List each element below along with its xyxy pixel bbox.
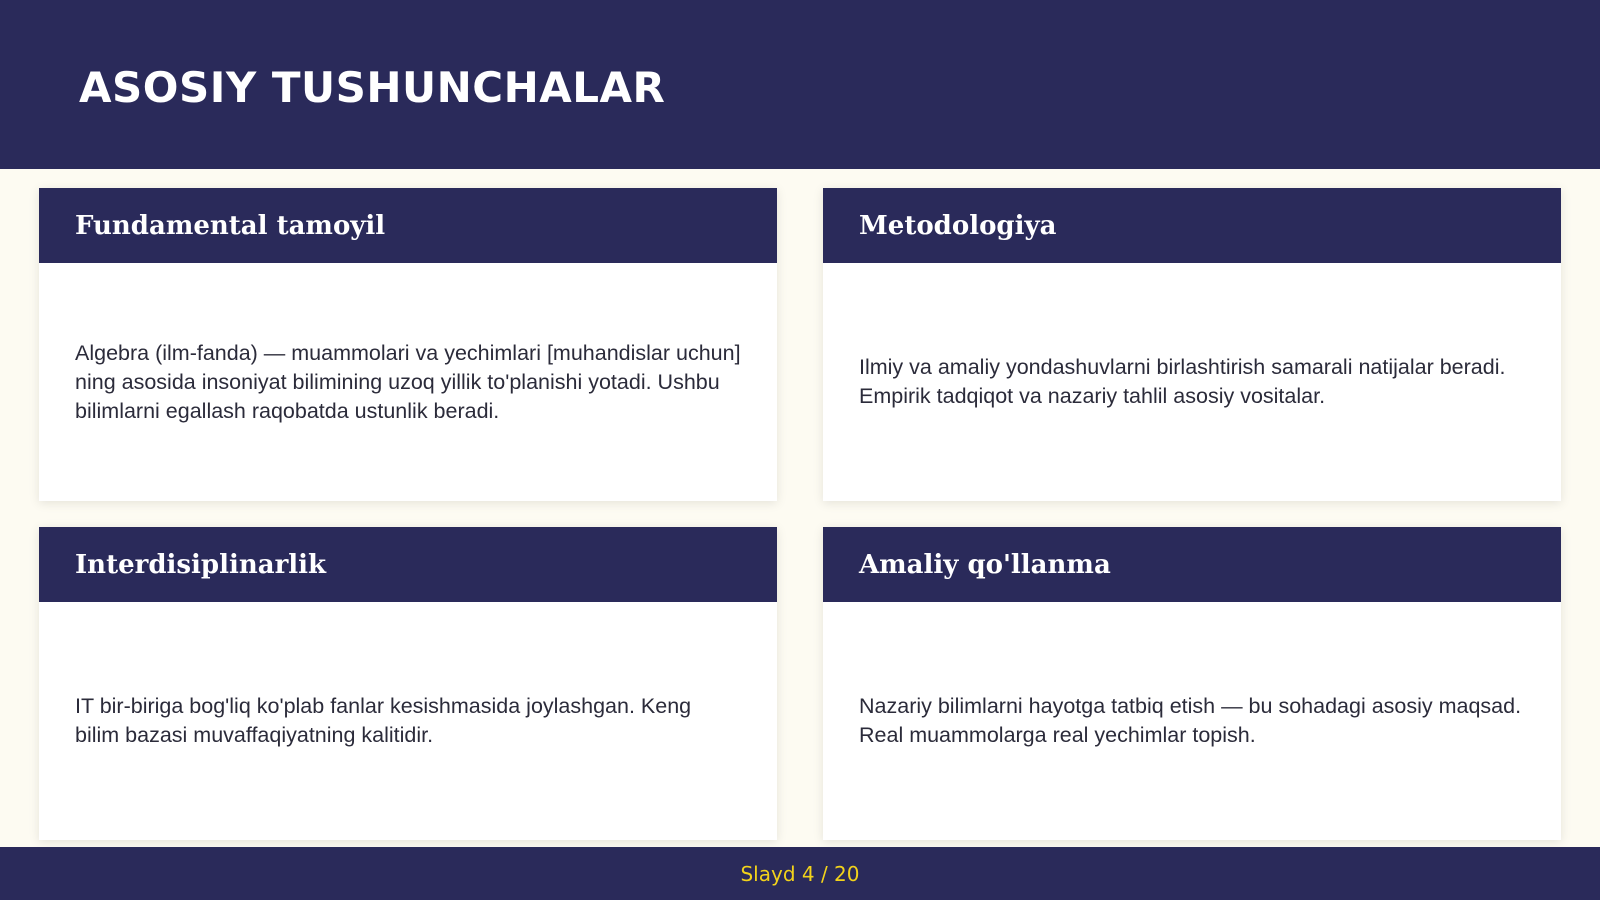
- card-header: [823, 188, 1561, 263]
- card-title: Interdisiplinarlik: [75, 549, 327, 580]
- card-body: [39, 602, 777, 840]
- slide-title: ASOSIY TUSHUNCHALAR: [79, 63, 666, 112]
- card-title: Fundamental tamoyil: [75, 210, 386, 241]
- card-header: [39, 188, 777, 263]
- slide-header: [0, 0, 1600, 169]
- card-text: Ilmiy va amaliy yondashuvlarni birlashtirish samarali natijalar beradi. Empirik tadqiqot va nazariy tahlil asosiy vositalar.: [859, 355, 1506, 408]
- card-header: [39, 527, 777, 602]
- card-title: Amaliy qo'llanma: [859, 549, 1111, 580]
- card-title: Metodologiya: [859, 210, 1057, 241]
- card-text: IT bir-biriga bog'liq ko'plab fanlar kesishmasida joylashgan. Keng bilim bazasi muvaffaqiyatning kalitidir.: [75, 694, 692, 747]
- concept-card-interdisciplinary: [39, 527, 777, 840]
- card-text: Nazariy bilimlarni hayotga tatbiq etish — bu sohadagi asosiy maqsad. Real muammolarga real yechimlar topish.: [859, 694, 1522, 747]
- card-body: [823, 602, 1561, 840]
- slide-counter: Slayd 4 / 20: [740, 861, 860, 886]
- card-text: Algebra (ilm-fanda) — muammolari va yechimlari [muhandislar uchun] ning asosida insoniyat bilimining uzoq yillik to'planishi yotadi. Ushbu bilimlarni egallash raqobatda ustunlik beradi.: [75, 340, 741, 423]
- slide-footer: [0, 847, 1600, 900]
- card-body: [39, 263, 777, 501]
- card-header: [823, 527, 1561, 602]
- concept-card-fundamental: [39, 188, 777, 501]
- card-body: [823, 263, 1561, 501]
- concept-card-methodology: [823, 188, 1561, 501]
- concept-card-practical: [823, 527, 1561, 840]
